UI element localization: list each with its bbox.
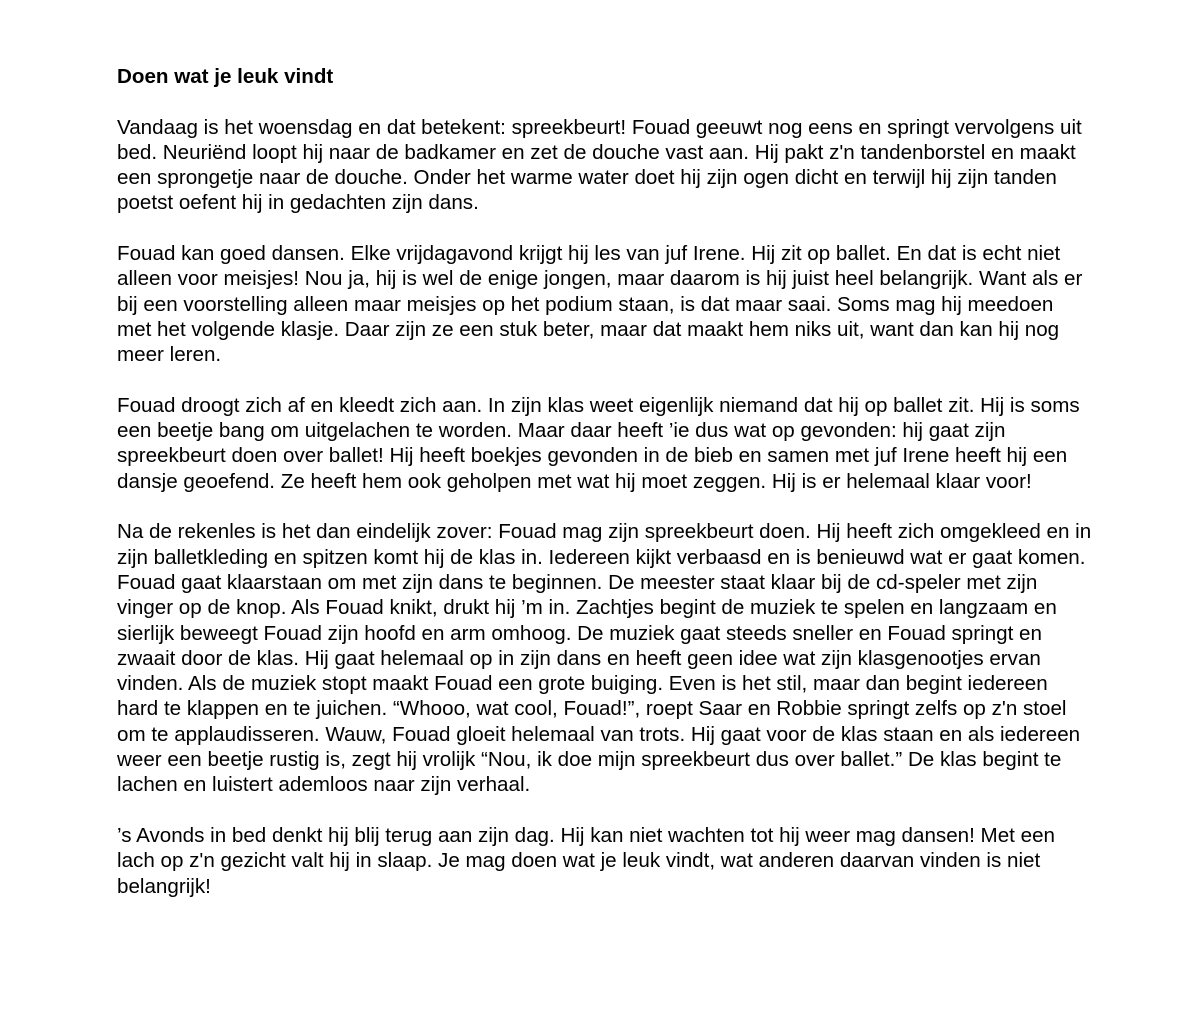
paragraph-1: Vandaag is het woensdag en dat betekent: spreekbeurt! Fouad geeuwt nog eens en springt vervolgens uit bed. Neuriënd loopt hij naar de badkamer en zet de douche vast aan. Hij pakt z'n tandenborstel en maakt een sprongetje naar de douche. Onder het warme water doet hij zijn ogen dicht en terwijl hij zijn tanden poetst oefent hij in gedachten zijn dans. (117, 115, 1082, 215)
paragraph-3: Fouad droogt zich af en kleedt zich aan. In zijn klas weet eigenlijk niemand dat hij op ballet zit. Hij is soms een beetje bang om uitgelachen te worden. Maar daar heeft ’ie dus wat op gevonden: hij gaat zijn spreekbeurt doen over ballet! Hij heeft boekjes gevonden in de bieb en samen met juf Irene heeft hij een dansje geoefend. Ze heeft hem ook geholpen met wat hij moet zeggen. Hij is er helemaal klaar voor! (117, 393, 1080, 493)
document-title: Doen wat je leuk vindt (117, 65, 334, 88)
paragraph-4: Na de rekenles is het dan eindelijk zover: Fouad mag zijn spreekbeurt doen. Hij heeft zich omgekleed en in zijn balletkleding en spitzen komt hij de klas in. Iedereen kijkt verbaasd en is benieuwd wat er gaat komen. Fouad gaat klaarstaan om met zijn dans te beginnen. De meester staat klaar bij de cd-speler met zijn vinger op de knop. Als Fouad knikt, drukt hij ’m in. Zachtjes begint de muziek te spelen en langzaam en sierlijk beweegt Fouad zijn hoofd en arm omhoog. De muziek gaat steeds sneller en Fouad springt en zwaait door de klas. Hij gaat helemaal op in zijn dans en heeft geen idee wat zijn klasgenootjes ervan vinden. Als de muziek stopt maakt Fouad een grote buiging. Even is het stil, maar dan begint iedereen hard te klappen en te juichen. “Whooo, wat cool, Fouad!”, roept Saar en Robbie springt zelfs op z'n stoel om te applaudisseren. Wauw, Fouad gloeit helemaal van trots. Hij gaat voor de klas staan en als iedereen weer een beetje rustig is, zegt hij vrolijk “Nou, ik doe mijn spreekbeurt dus over ballet.” De klas begint te lachen en luistert ademloos naar zijn verhaal. (117, 520, 1092, 797)
document-page (117, 64, 1092, 899)
paragraph-2: Fouad kan goed dansen. Elke vrijdagavond krijgt hij les van juf Irene. Hij zit op ballet. En dat is echt niet alleen voor meisjes! Nou ja, hij is wel de enige jongen, maar daarom is hij juist heel belangrijk. Want als er bij een voorstelling alleen maar meisjes op het podium staan, is dat maar saai. Soms mag hij meedoen met het volgende klasje. Daar zijn ze een stuk beter, maar dat maakt hem niks uit, want dan kan hij nog meer leren. (117, 242, 1083, 367)
paragraph-5: ’s Avonds in bed denkt hij blij terug aan zijn dag. Hij kan niet wachten tot hij weer mag dansen! Met een lach op z'n gezicht valt hij in slaap. Je mag doen wat je leuk vindt, wat anderen daarvan vinden is niet belangrijk! (117, 823, 1055, 898)
